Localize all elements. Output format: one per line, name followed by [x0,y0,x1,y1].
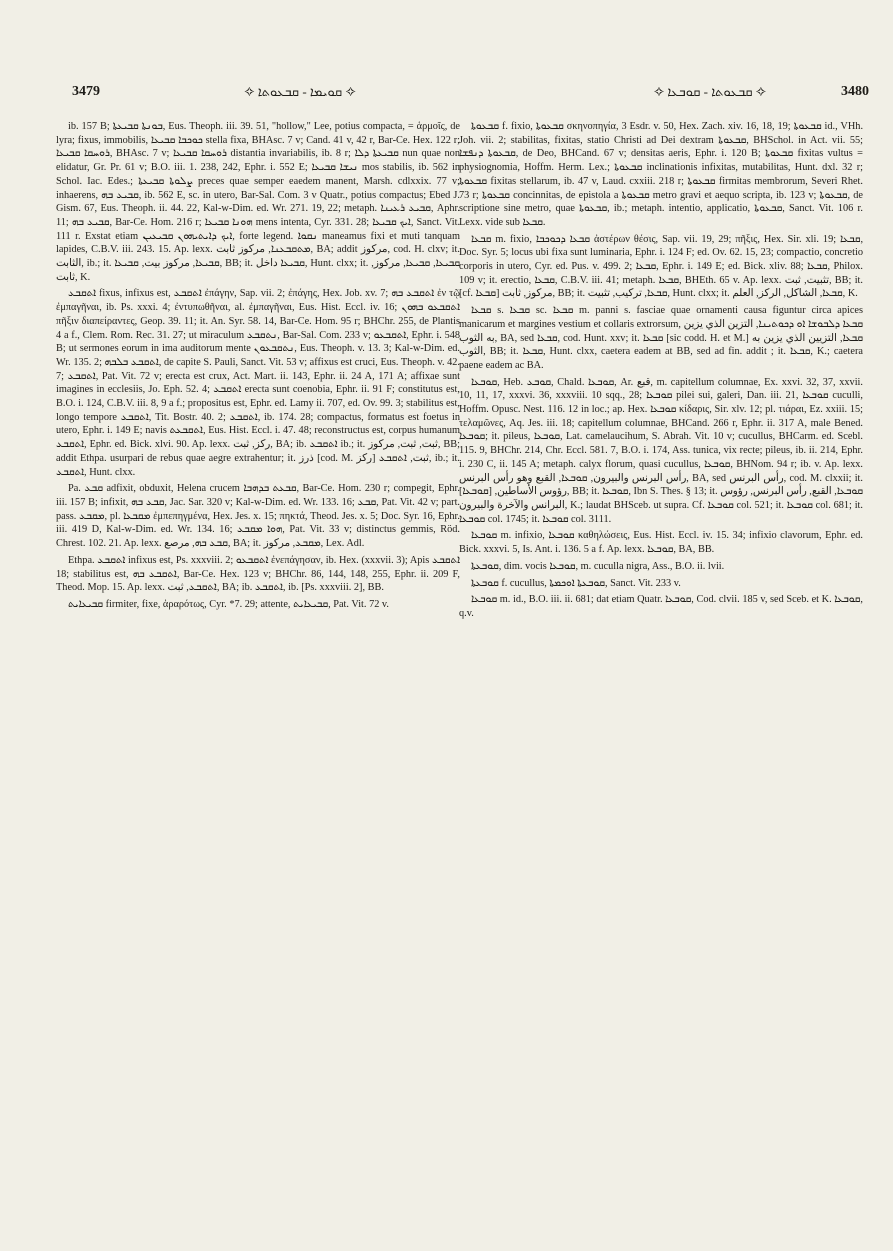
right-column [459,120,863,1230]
left-running-head: ✧ ܩܘܝܡܐ - ܩܒܥܘܬܐ ✧ [244,84,356,99]
entry-paragraph: ܐܬܩܒܥ fixus, infixus est, ܐܬܩܒܥ ἐπάγην, Sap. vii. 2; ἐπάγης, Hex. Job. xv. 7; ܐܬܩܒܥ ܒܗ ἐν τῷ ἐμπαγῆναι, ib. Ps. xxxi. 4; ἐντυπωθῆναι, al. ἐμπαγῆναι, Eus. Hist. Eccl. iv. 16; ܐܬܩܒܥܘ ܒܗܘܢ πῆξιν διαπείραντες, Geop. 39. 11; it. An. Syr. 58. 14, Bar-Ce. Hom. 95 r; BHChr. 255, de Plantis 4 a f., Clem. Rom. Rec. 31. 27; ut miraculum ܢܬܩܒܥ, Bar-Sal. Com. 233 v; ܐܬܩܒܥܘ, Ephr. i. 548 B; ut sermones eorum in ima auditorum mente ܢܬܩܒܥܘܢ, Eus. Theoph. v. 13. 3; Kal-w-Dim. ed. Wr. 135. 2; ܐܬܩܒܥ ܒܠܒܗ, de capite S. Pauli, Sanct. Vit. 53 v; affixus est cruci, Eus. Theoph. v. 42. 7; ܐܬܩܒܥ, Pat. Vit. 72 v; erecta est crux, Act. Mart. ii. 143, Ephr. ii. 24 A, 171 A; affixae sunt imagines in ecclesiis, Jo. Eph. 52. 4; ܐܬܩܒܥ erecta sunt coenobia, Ephr. ii. 91 F; constitutus est, B.O. i. 124, C.B.V. iii. 8, 9 a f.; propositus est, Ephr. ed. Lamy ii. 707, ed. Ov. 99. 3; stabilitus est, longo tempore ܐܬܩܒܥ, Tit. Bostr. 40. 2; ܐܬܩܒܥ, ib. 174. 28; compactus, formatus est foetus in utero, Ephr. i. 149 E; navis ܐܬܩܒܥܬ, Eus. Hist. Eccl. i. 47. 48; reconstructus est, corpus humanum ܐܬܩܒܥ, Ephr. ed. Bick. xlvi. 90. Ap. lexx. رکز, ثبت, BA; ib. ܐܬܩܒܥ ib.; it. ثبت, ثبت, مركوز, BB; addit Ethpa. usurpari de rebus quae aegre extrahentur; it. ذرز [cod. M. رکز] ثبت, ܐܬܩܒܥ, ib.; it. ܐܬܩܒܥ, Hunt. clxx. [56,288,460,478]
entry-paragraph: ܩܘܒܥܬܐ, dim. vocis ܩܘܒܥܐ, m. cuculla nigra, Ass., B.O. ii. lvii. [471,560,725,572]
entry-paragraph: ܩܒܥܐ s. ܩܒܥܐ sc. ܩܒܥܐ m. panni s. fasciae quae ornamenti causa figuntur circa apices manicarum et margines vestium et collaris extrorsum, ܩܒܥܐ ܕܠܒܘܫܐ ܐܘ ܕܟܘܬܝܢܐ, التزين الذي يزين به الثوب, BA, sed ܩܒܥܐ, cod. Hunt. xxv; it. ܩܒܥܐ [sic codd. H. et M.] ܩܒܥܐ, التزيين الذي يزين به الثوب, BB; it. ܩܒܥܐ, Hunt. clxx, caetera eadem at BB, sed ad fin. addit ; it. ܩܒܥܐ, K.; caetera paene eadem ac BA. [459,305,863,371]
entry-paragraph: ܩܘܒܥܐ m. id., B.O. iii. ii. 681; dat etiam Quatr. ܩܘܒܥܐ, Cod. clvii. 185 v, sed Sceb. et K. ܩܘܒܥܐ, q.v. [459,594,863,619]
left-column [56,120,460,1230]
entry-paragraph: Pa. ܩܒܥ adfixit, obduxit, Helena crucem ܩܒܥܬ ܒܕܗܒܐ, Bar-Ce. Hom. 230 r; compegit, Ephr. iii. 157 B; infixit, ܩܒܥ ܒܗ, Jac. Sar. 320 v; Kal-w-Dim. ed. Wr. 133. 16; ܩܒܥ, Pat. Vit. 42 v; part. pass. ܡܩܒܥ, pl. ܡܩܒܥܐ ἐμπεπηγμένα, Hex. Jes. x. 15; πηκτά, Theod. Jes. x. 5; Doc. Syr. 16, Ephr. iii. 419 D, Kal-w-Dim. ed. Wr. 134. 16; ܗܘܐ ܡܩܒܥ, Pat. Vit. 33 v; distinctus gemmis, Röd. Chrest. 102. 21. Ap. lexx. ܩܒܥ ܒܗ, مرصع, BA; it. ܡܩܒܥ, مركوز, Lex. Adl. [56,483,460,550]
entry-paragraph: ܩܒܥܘܬܐ f. fixio, ܩܒܥܘܬܐ σκηνοπηγία, 3 Esdr. v. 50, Hex. Zach. xiv. 16, 18, 19; ܩܒܥܘܬܐ id., VHh. Joh. vii. 2; stabilitas, fixitas, statio Christi ad Dei dextram ܩܒܥܘܬܐ, BHSchol. in Act. vii. 55; ܩܒܥܘܬܐ ܕܢܦܫܐ, de Deo, BHCand. 67 v; densitas aeris, Ephr. i. 120 B; ܩܒܥܘܬܐ fixitas vultus = physiognomia, Hoffm. Herm. Lex.; ܩܒܥܘܬܐ inclinationis infixitas, mutabilitas, Hunt. dxl. 32 r; ܩܒܥܘܬܐ fixitas stellarum, ib. 47 v, Laud. cxxiii. 218 r; ܩܒܥܘܬܐ firmitas membrorum, Severi Rhet. 73 r; ܩܒܥܘܬܐ concinnitas, de epistola a ܩܒܥܘܬܐ metro gravi et aequo scripta, ib. 123 v; ܩܒܥܘܬܐ, de scriptione sine metro, quae ܩܒܥܘܬܐ, ib.; metaph. intentio, applicatio, ܩܒܥܘܬܐ, Sanct. Vit. 106 r. Lexx. vide sub ܩܒܥܐ. [459,121,863,228]
entry-paragraph: ܩܒܝܥܐܝܬ firmiter, fixe, ἀραρότως, Cyr. *7. 29; attente, ܩܒܝܥܐܝܬ, Pat. Vit. 72 v. [68,598,389,610]
entry-paragraph: ܩܘܒܥܐ, Heb. ܩܘܒܥ, Chald. ܩܘܒܥܐ, Ar. قبع, m. capitellum columnae, Ex. xxvi. 32, 37, xxvii. 10, 11, 17, xxxvi. 36, xxxviii. 10 sqq., 28; ܩܘܒܥܐ pilei sui, galeri, Dan. iii. 21, ܩܘܒܥܐ cuculli, Hoffm. Opusc. Nest. 116. 12 in loc.; ap. Hex. ܩܘܒܥܐ κίδαρις, Sir. xlv. 12; pl. τιάραι, Ez. xxiii. 15; τελαμῶνες, Aq. Jes. iii. 18; capitellum columnae, BHCand. 266 r, Ephr. ii. 317 A, male Bened. ܩܘܒܥܐ; it. pileus, ܩܘܒܥܐ, Lat. camelaucihum, S. Abrah. Vit. 10 v; cucullus, BHCarm. ed. Scebl. 115. 9, BHChr. 214, Chr. Eccl. 581. 7, B.O. i. 174, Ass. tunica, vix recte; pileus, ib. ii. 214, Ephr. i. 230 C, ii. 145 A; metaph. calyx florum, quasi cucullus, ܩܘܒܥܐ, BHNom. 94 r; ib. v. Ap. lexx. رأس البرنس والبيرون, ܩܘܒܥܐ, القبع وهو رأس البرنس, BA, sed رأس البرنس, cod. M. clxxii; it. رؤوس الأساطين, [ܩܘܒܥܐ], BB; it. ܩܘܒܥܐ, Ibn S. Thes. § 13; it. ܩܘܒܥܐ, القبع, رأس البرنس, رؤوس البرانس والآخرة والبيرون, K.; laudat BHSceb. ut supra. Cf. ܩܘܒܥܐ col. 521; it. ܩܘܒܥܐ col. 681; it. ܩܘܒܥܐ col. 1745; it. ܩܘܒܥܐ col. 3111. [459,376,863,525]
entry-paragraph: ܩܒܥܐ m. fixio, ܩܒܥܐ ܕܟܘܟܒܐ ἀστέρων θέσις, Sap. vii. 19, 29; πῆξις, Hex. Sir. xli. 19; ܩܒܥܐ, Doc. Syr. 5; locus ubi fixa sunt luminaria, Ephr. i. 124 F; ed. Ov. 62. 15, 23; compactio, concretio corporis in utero, Cyr. ed. Pus. v. 499. 2; ܩܒܥܐ, Ephr. i. 149 E; ed. Bick. xliv. 88; ܩܒܥܐ, Philox. 109 v; it. erectio, ܩܒܥܐ, C.B.V. iii. 41; metaph. ܩܒܥܐ, BHEth. 65 v. Ap. lexx. تثبيت, ثبت, BB; it. [cf. ܩܒܥܐ] مركوز, ثابت, BB; it. ܩܒܥܐ, تركيب, تثبيت, Hunt. clxx; it. ܩܒܥܐ, الشاكل, الركز, العلم, K. [459,233,863,300]
column-divider [453,118,454,1228]
entry-paragraph: ib. 157 B; ܒܘܢܬܐ ܩܒܝܥܬܐ, Eus. Theoph. iii. 39. 51, "hollow," Lee, potius compacta, = ἁρμοῖς, de lyra; fixus, immobilis, ܟܘܟܒܐ ܩܒܝܥܐ stella fixa, BHAsc. 7 v; Cand. 41 v, 42 r, Bar-Ce. Hex. 122 r; ܪܘܚܩܐ ܩܒܝܥܐ, BHAsc. 7 v; ܪܘܚܩܐ ܩܒܝܥܐ distantia invariabilis, ib. 8 r; ܩܒܝܥܬܐ ܕܠܐ nun quae non elidatur, Gr. Pr. 61 v; B.O. iii. 1. 238, 242, Ephr. i. 552 E; ܢܝܫܐ ܩܒܝܥܐ mos stabilis, ib. 562 in Schol. Iac. Edes.; ܨܠܘܬܐ ܩܒܝܥܬܐ preces quae semper eaedem manent, Marsh. cdlxxix. 77 v; inhaerens, ܩܒܝܥ ܒܗ, ib. 562 E, sc. in utero, Bar-Sal. Com. 3 v Quatr., potius compactus; Ebed J. Gism. 67, Eus. Theoph. ii. 44. 22, Kal-w-Dim. ed. Wr. 271. 19, 22; metaph. ܩܒܝܥ ܪܥܝܢܐ, Aphr. 11; ܩܒܝܥ ܒܗ, Bar-Ce. Hom. 216 r; ܗܘܢܐ ܩܒܝܥܐ mens intenta, Cyr. 331. 28; ܐܝܟ ܩܒܝܥܐ, Sanct. Vit. 111 r. Exstat etiam ܐܝܟ ܕܐܝܬܝܗܘܢ ܩܒܝܥܝܢ, forte legend. ܢܩܘܐ maneamus fixi et muti tanquam lapides, C.B.V. iii. 243. 15. Ap. lexx. ܡܬܩܒܥܢܐ, مرکوز ثابت, BA; addit مركوز, cod. H. clxv; it. الثابت, ib.; it. ܩܒܝܥܐ, مركوز بيت, ܩܒܝܥܐ, BB; it. ܩܒܝܥܐ داخل, Hunt. clxx; it. ܩܒܝܥܐ, ܩܒܝܥܐ, مركوز, ثابت, K. [56,121,460,283]
right-running-head: ✧ ܩܒܥܘܬܐ - ܩܘܒܥܐ ✧ [653,84,767,99]
right-page-number: 3480 [841,84,869,99]
entry-paragraph: ܩܘܒܥܬܐ f. cucullus, ܩܘܒܥܬܐ ܐܘܟܡܬܐ, Sanct. Vit. 233 v. [471,577,681,589]
entry-paragraph: Ethpa. ܐܬܩܒܥ infixus est, Ps. xxxviii. 2; ܐܬܩܒܥܘ ἐνεπάγησαν, ib. Hex. (xxxvii. 3); Apis ܐܬܩܒܥ 18; stabilitus est, ܐܬܩܒܥ ܒܗ, Bar-Ce. Hex. 123 v; BHChr. 86, 144, 148, 255, Ephr. ii. 209 F, Theod. Mop. 15. Ap. lexx. ܐܬܩܒܥ, ثبت, BA; ib. ܐܬܩܒܥ, ib. [Ps. xxxviii. 2], BB. [56,554,460,594]
page-header [0,84,893,108]
entry-paragraph: ܩܘܒܥܐ m. infixio, ܩܘܒܥܐ καθηλώσεις, Eus. Hist. Eccl. iv. 15. 34; infixio clavorum, Ephr. ed. Bick. xxxvi. 5, Is. Ant. i. 136. 5 a f. Ap. lexx. ܩܘܒܥܐ, BA, BB. [459,530,863,556]
left-page-number: 3479 [72,84,100,99]
